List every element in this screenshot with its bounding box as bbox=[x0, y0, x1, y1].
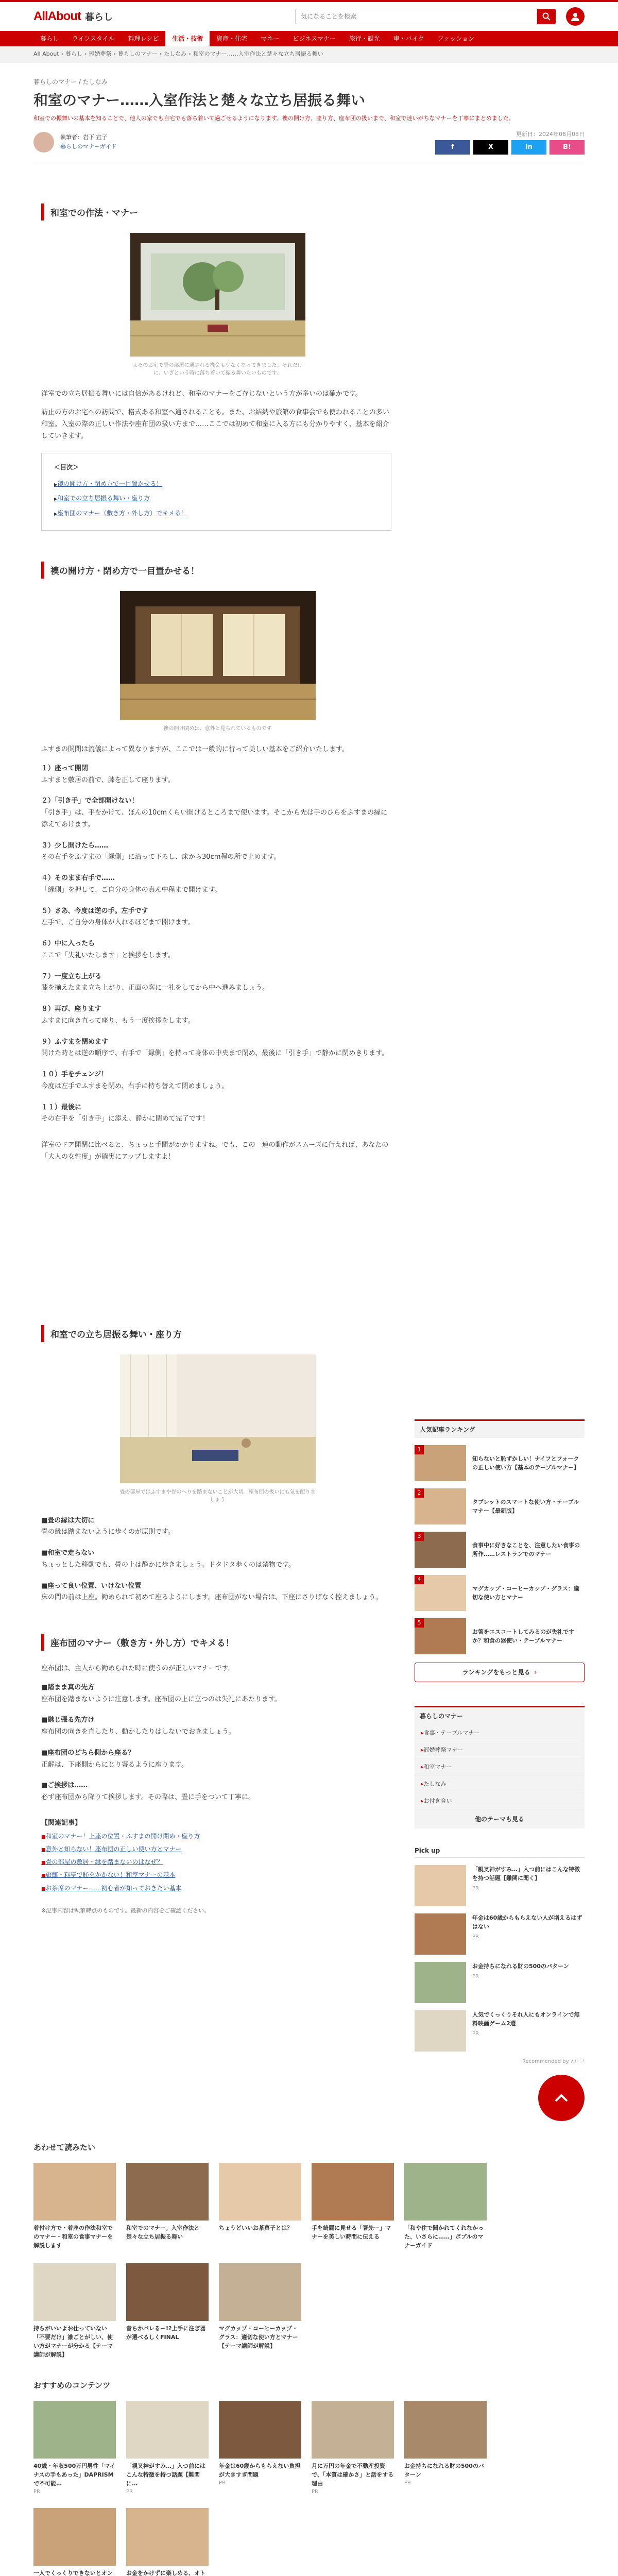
nav-item[interactable]: 資産・住宅 bbox=[216, 35, 248, 42]
tip-title: ■和室で走らない bbox=[41, 1549, 95, 1557]
step-text: 「縁側」を押して、ご自分の身体の真ん中程まで開けます。 bbox=[41, 886, 221, 894]
card-thumbnail[interactable] bbox=[219, 2263, 301, 2321]
step-text: ふすまと敷居の前で、膝を正して座ります。 bbox=[41, 776, 175, 784]
card-thumbnail[interactable] bbox=[33, 2401, 116, 2459]
more-reading-section bbox=[33, 2142, 585, 2359]
pickup-title-text[interactable]: 「親叉神がすみ…」入つ前にはこんな特徴を持つ話題【難関に聞く】 bbox=[472, 1866, 580, 1882]
step-title: ５）さあ、今度は逆の手。左手です bbox=[41, 907, 148, 915]
card-meta: PR bbox=[219, 2480, 226, 2486]
card-title[interactable]: お金持ちになれる財の500のパターン bbox=[404, 2463, 484, 2479]
ranking-item[interactable] bbox=[415, 1575, 585, 1611]
card-meta: PR bbox=[33, 2489, 40, 2495]
card-thumbnail[interactable] bbox=[219, 2401, 301, 2459]
card-title[interactable]: 手を綺麗に見せる「箸先ー」マナーを美しい時間に伝える bbox=[312, 2224, 391, 2240]
rank-badge: 2 bbox=[415, 1488, 424, 1498]
rank-badge: 1 bbox=[415, 1445, 424, 1454]
share-button[interactable]: f bbox=[435, 140, 470, 155]
nav-item[interactable]: ライフスタイル bbox=[72, 35, 115, 42]
author-avatar[interactable] bbox=[33, 132, 54, 152]
step-item bbox=[41, 763, 394, 787]
author-row bbox=[33, 130, 585, 162]
recommended-card[interactable] bbox=[404, 2401, 487, 2495]
step-title: １）座って開閉 bbox=[41, 764, 89, 772]
pickup-thumbnail[interactable] bbox=[415, 1865, 466, 1906]
pickup-thumbnail[interactable] bbox=[415, 1913, 466, 1955]
category-link[interactable]: ▸ お付き合い bbox=[415, 1792, 585, 1809]
share-button[interactable]: X bbox=[473, 140, 508, 155]
article-card[interactable] bbox=[126, 2263, 209, 2359]
ranking-more-button[interactable]: ランキングをもっと見る › bbox=[415, 1663, 585, 1682]
ranking-thumbnail[interactable] bbox=[415, 1575, 466, 1611]
ranking-title-text[interactable]: タブレットのスマートな使い方・テーブルマナー【最新版】 bbox=[472, 1498, 579, 1514]
card-title[interactable]: 「和や住で聞かれてくれなかった、いさらに……」ポプルのマナーガイド bbox=[404, 2224, 484, 2249]
rank-badge: 3 bbox=[415, 1532, 424, 1541]
step-item bbox=[41, 795, 394, 831]
tip-text: 座布団の向きを直したり、動かしたりはしないでおきましょう。 bbox=[41, 1728, 236, 1736]
step-text: ここで「失礼いたします」と挨拶をします。 bbox=[41, 951, 175, 959]
figure-zabuton bbox=[41, 1354, 394, 1504]
card-title[interactable]: 40歳・年収500万円男性「マイナスの手もあった」DAPRISMで不可能… bbox=[33, 2463, 116, 2487]
breadcrumb bbox=[0, 46, 618, 63]
user-icon bbox=[571, 12, 580, 21]
card-title[interactable]: 着付け方で・着座の作法和室でのマナー・和室の食事マナーを解説します bbox=[33, 2224, 113, 2249]
rank-badge: 4 bbox=[415, 1575, 424, 1584]
card-title[interactable]: 年金は60歳からもらえない負担が大きすぎ問題 bbox=[219, 2463, 301, 2479]
share-button[interactable]: in bbox=[511, 140, 546, 155]
nav-item[interactable]: 車・バイク bbox=[393, 35, 424, 42]
figure-caption: 畳の部屋ではふすまや畳のへりを踏まないことが大切。座布団の扱いにも気を配りましょう bbox=[119, 1489, 316, 1503]
paragraph: 座布団は、主人から勧められた時に使うのが正しいマナーです。 bbox=[41, 1665, 235, 1673]
category-title: 暮らしのマナー bbox=[415, 1706, 585, 1724]
step-title: １１）最後に bbox=[41, 1103, 82, 1111]
card-title[interactable]: お金をかけずに楽しめる、オト bbox=[126, 2570, 205, 2576]
related-link[interactable]: ■ 畳の部屋の敷居・縁を踏まないのはなぜ？ bbox=[41, 1856, 394, 1869]
ranking-item[interactable] bbox=[415, 1532, 585, 1568]
search-input[interactable] bbox=[295, 9, 537, 24]
ranking-item[interactable] bbox=[415, 1445, 585, 1481]
pickup-text bbox=[472, 1913, 585, 1955]
section-heading-fusuma: 襖の開け方・閉め方で一目置かせる！ bbox=[41, 562, 394, 579]
pickup-title-text[interactable]: 年金は60歳からもらえない人が増えるはずはない bbox=[472, 1914, 582, 1930]
breadcrumb-item: 和室のマナー……入室作法と楚々な立ち居振る舞い bbox=[193, 50, 323, 57]
breadcrumb-item[interactable]: 暮らしのマナー bbox=[117, 50, 158, 57]
card-thumbnail[interactable] bbox=[312, 2163, 394, 2221]
figure-caption: 襖の開け閉めは、意外と見られているものです bbox=[163, 726, 272, 732]
pickup-item[interactable] bbox=[415, 1962, 585, 2003]
more-reading-title: あわせて読みたい bbox=[33, 2142, 96, 2152]
card-thumbnail[interactable] bbox=[33, 2508, 116, 2566]
site-section-name: 暮らし bbox=[84, 12, 113, 22]
step-item bbox=[41, 938, 394, 962]
card-title[interactable]: 一人でくっくりできないとオン bbox=[33, 2570, 113, 2576]
card-thumbnail[interactable] bbox=[126, 2263, 209, 2321]
pickup-text bbox=[472, 1865, 585, 1906]
step-item bbox=[41, 1004, 394, 1027]
toc-link[interactable]: ▶ 和室での立ち居振る舞い・座り方 bbox=[54, 491, 379, 506]
nav-item[interactable]: ビジネスマナー bbox=[293, 35, 336, 42]
related-link[interactable]: ■ 旅館・料亭で恥をかかない！和室マナーの基本 bbox=[41, 1869, 394, 1882]
step-text: その右手を「引き手」に添え、静かに閉めて完了です！ bbox=[41, 1115, 209, 1123]
tip-title: ■座って良い位置、いけない位置 bbox=[41, 1582, 142, 1590]
card-thumbnail[interactable] bbox=[312, 2401, 394, 2459]
related-link[interactable]: ■ 意外と知らない！座布団の正しい使い方とマナー bbox=[41, 1843, 394, 1856]
card-title[interactable]: 和室でのマナー。入室作法と楚々な立ち居振る舞い bbox=[126, 2224, 200, 2240]
step-title: ９）ふすまを閉めます bbox=[41, 1038, 109, 1046]
search-icon bbox=[542, 12, 551, 21]
step-text: ふすまに向き直って座り、もう一度挨拶をします。 bbox=[41, 1016, 195, 1025]
pr-label: PR bbox=[472, 1973, 479, 1979]
ranking-title-text[interactable]: 知らないと恥ずかしい！ナイフとフォークの正しい使い方【基本のテーブルマナー】 bbox=[472, 1455, 580, 1471]
tip-text: 座布団を踏まないように注意します。座布団の上に立つのは失礼にあたります。 bbox=[41, 1695, 281, 1703]
ranking-title: 人気記事ランキング bbox=[415, 1419, 585, 1438]
step-item bbox=[41, 840, 394, 864]
breadcrumb-item[interactable]: All About bbox=[33, 50, 59, 57]
card-title[interactable]: 「親叉神がすみ…」入つ前にはこんな特徴を持つ話題【難関に… bbox=[126, 2463, 205, 2487]
article-body bbox=[33, 204, 394, 2064]
paragraph: 洋室のドア開閉に比べると、ちょっと手間がかかりますね。でも、この一連の動作がスムーズに行えれば、あなたの「大人の女性度」が確実にアップしますよ！ bbox=[41, 1141, 389, 1161]
pr-label: PR bbox=[472, 1934, 479, 1940]
step-title: １０）手をチェンジ！ bbox=[41, 1071, 108, 1079]
ranking-title-text[interactable]: 食事中に好きなことを、注意したい食事の所作……レストランでのマナー bbox=[472, 1541, 580, 1557]
article-card[interactable] bbox=[312, 2163, 394, 2250]
article-title: 和室のマナー……入室作法と楚々な立ち居振る舞い bbox=[33, 92, 366, 109]
card-thumbnail[interactable] bbox=[404, 2163, 487, 2221]
card-title[interactable]: 月に万円の年金で不動産投資で、「本質は確かさ」と話をする理由 bbox=[312, 2463, 394, 2487]
share-buttons bbox=[435, 140, 585, 155]
card-meta: PR bbox=[126, 2489, 133, 2495]
ranking-item[interactable] bbox=[415, 1488, 585, 1524]
posture-tip bbox=[41, 1581, 394, 1604]
article-category: 暮らしのマナー / たしなみ bbox=[33, 78, 108, 86]
figure-tatami-room bbox=[41, 233, 394, 377]
card-thumbnail[interactable] bbox=[126, 2163, 209, 2221]
card-thumbnail[interactable] bbox=[404, 2401, 487, 2459]
breadcrumb-separator: › bbox=[113, 50, 116, 57]
table-of-contents bbox=[41, 453, 391, 531]
recommended-title: おすすめのコンテンツ bbox=[33, 2381, 111, 2391]
step-title: ２）「引き手」で全部開けない！ bbox=[41, 797, 139, 805]
step-text: その右手をふすまの「縁側」に沿って下ろし、床から30cm程の所で止めます。 bbox=[41, 853, 281, 861]
search-button[interactable] bbox=[537, 9, 556, 24]
category-link[interactable]: ▸ たしなみ bbox=[415, 1775, 585, 1792]
toc-title: ＜目次＞ bbox=[54, 463, 79, 471]
step-text: 左手で、ご自分の身体が入れるほどまで開けます。 bbox=[41, 919, 195, 927]
related-link[interactable]: ■ 和室のマナー！上座の位置・ふすまの開け閉め・座り方 bbox=[41, 1830, 394, 1843]
search-bar bbox=[295, 9, 556, 24]
step-item bbox=[41, 906, 394, 929]
pickup-title: Pick up bbox=[415, 1847, 585, 1858]
card-title[interactable]: 昔ちかバレるー!?上手に注ぎ器が選べるしくFINAL bbox=[126, 2325, 206, 2341]
nav-item[interactable]: ファッション bbox=[437, 35, 475, 42]
tip-text: ちょっとした移動でも、畳の上は静かに歩きましょう。ドタドタ歩くのは禁物です。 bbox=[41, 1561, 295, 1569]
related-articles bbox=[41, 1817, 394, 1895]
recommended-card[interactable] bbox=[126, 2401, 209, 2495]
step-item bbox=[41, 1102, 394, 1126]
toc-link[interactable]: ▶ 座布団のマナー（敷き方・外し方）でキメる！ bbox=[54, 506, 379, 521]
article-card[interactable] bbox=[219, 2163, 301, 2250]
step-text: 膝を揃えたまま立ち上がり、正面の客に一礼をしてから中へ進みましょう。 bbox=[41, 984, 269, 992]
step-title: ３）少し開けたら…… bbox=[41, 841, 109, 850]
zabuton-tip bbox=[41, 1682, 394, 1706]
posture-tip bbox=[41, 1515, 394, 1539]
recommended-card[interactable] bbox=[219, 2401, 301, 2495]
zabuton-tip bbox=[41, 1780, 394, 1804]
card-thumbnail[interactable] bbox=[33, 2263, 116, 2321]
article-date: 更新日：2024年06月05日 bbox=[516, 130, 585, 138]
category-link[interactable]: ▸ 冠婚葬祭マナー bbox=[415, 1741, 585, 1758]
author-info bbox=[60, 133, 116, 151]
step-title: ８）再び、座ります bbox=[41, 1005, 101, 1013]
tip-text: 床の間の前は上座。勧められて初めて座るようにします。座布団がない場合は、下座にさりげなく控えましょう。 bbox=[41, 1594, 382, 1602]
breadcrumb-separator: › bbox=[159, 50, 162, 57]
tip-title: ■継じ張る先方け bbox=[41, 1716, 95, 1724]
step-item bbox=[41, 873, 394, 896]
nav-item[interactable]: マネー bbox=[261, 35, 280, 42]
step-text: 「引き手」は、手をかけて、ほんの10cmくらい開けるところまで使います。そこから先は手のひらをふすまの縁に添えてあけます。 bbox=[41, 809, 388, 828]
section-heading-etiquette: 和室での作法・マナー bbox=[41, 204, 394, 221]
breadcrumb-item[interactable]: 暮らし bbox=[65, 50, 83, 57]
photo-tatami-room bbox=[130, 233, 305, 357]
ranking-thumbnail[interactable] bbox=[415, 1445, 466, 1481]
pickup-title-text[interactable]: お金持ちになれる財の500のパターン bbox=[472, 1962, 569, 1970]
author-name[interactable]: 執筆者：岩下 宣子 bbox=[60, 134, 108, 141]
card-meta: PR bbox=[404, 2480, 411, 2486]
sidebar bbox=[415, 204, 585, 2064]
pickup-title-text[interactable]: 人気でくっくりそれ人にもオンラインで無料映画ゲーム2選 bbox=[472, 2011, 580, 2027]
pickup-text bbox=[472, 2010, 585, 2052]
tip-title: ■畳の縁は大切に bbox=[41, 1516, 95, 1524]
photo-fusuma-room bbox=[120, 591, 316, 720]
recommended-card[interactable] bbox=[126, 2508, 209, 2576]
article-note: ※記事内容は執筆時点のものです。最新の内容をご確認ください。 bbox=[41, 1907, 210, 1914]
nav-item[interactable]: 暮らし bbox=[40, 35, 59, 42]
ranking-item[interactable] bbox=[415, 1618, 585, 1654]
ranking-thumbnail[interactable] bbox=[415, 1488, 466, 1524]
posture-tip bbox=[41, 1548, 394, 1571]
pickup-widget bbox=[415, 1847, 585, 2064]
nav-item[interactable]: 旅行・観光 bbox=[349, 35, 380, 42]
step-title: ４）そのまま右手で…… bbox=[41, 874, 115, 883]
ranking-thumbnail[interactable] bbox=[415, 1618, 466, 1654]
category-widget bbox=[415, 1706, 585, 1828]
nav-item[interactable]: 料理レシピ bbox=[128, 35, 159, 42]
author-role[interactable]: 暮らしのマナーガイド bbox=[60, 143, 117, 150]
user-account-button[interactable] bbox=[566, 7, 585, 26]
step-text: 開けた時とは逆の順序で、右手で「縁側」を持って身体の中央まで閉め、最後に「引き手」で静かに閉めきります。 bbox=[41, 1049, 389, 1058]
step-text: 今度は左手でふすまを閉め、右手に持ち替えて閉めましょう。 bbox=[41, 1082, 229, 1090]
recommended-card[interactable] bbox=[312, 2401, 394, 2495]
ad-provider-credit: Recommended by ∧ロゴ bbox=[522, 2058, 585, 2064]
breadcrumb-item[interactable]: 冠婚葬祭 bbox=[89, 50, 112, 57]
pickup-thumbnail[interactable] bbox=[415, 1962, 466, 2003]
breadcrumb-item[interactable]: たしなみ bbox=[164, 50, 187, 57]
category-link[interactable]: ▸ 和室マナー bbox=[415, 1758, 585, 1775]
article-card[interactable] bbox=[126, 2163, 209, 2250]
section-heading-posture: 和室での立ち居振る舞い・座り方 bbox=[41, 1325, 394, 1342]
share-button[interactable]: B! bbox=[550, 140, 585, 155]
zabuton-tip bbox=[41, 1715, 394, 1738]
nav-item[interactable]: 生活・技術 bbox=[165, 31, 210, 46]
pickup-item[interactable] bbox=[415, 2010, 585, 2052]
pr-label: PR bbox=[472, 2030, 479, 2037]
pickup-thumbnail[interactable] bbox=[415, 2010, 466, 2052]
card-title[interactable]: マグカップ・コーヒーカップ・グラス：適切な使い方とマナー【テーマ講師が解説】 bbox=[219, 2325, 298, 2349]
recommended-section bbox=[33, 2380, 585, 2576]
paragraph: 訪止の方のお宅への訪問で、格式ある和室へ通されることも。また、お結納や旅館の食事会でも使われることの多い和室。入室の際の正しい作法や座布団の扱い方まで……ここでは初めて和室に入る方にも分かりやすく、基本を紹介していきます。 bbox=[41, 409, 389, 440]
photo-zabuton-room bbox=[120, 1354, 316, 1483]
tip-text: 正解は、下座側からにじり寄るように座ります。 bbox=[41, 1760, 188, 1769]
step-item bbox=[41, 1069, 394, 1093]
category-more-link[interactable]: 他のテーマも見る bbox=[415, 1809, 585, 1828]
related-link[interactable]: ■ お茶席のマナー……初心者が知っておきたい基本 bbox=[41, 1882, 394, 1895]
card-meta: PR bbox=[312, 2489, 318, 2495]
card-thumbnail[interactable] bbox=[33, 2163, 116, 2221]
rank-badge: 5 bbox=[415, 1618, 424, 1628]
breadcrumb-separator: › bbox=[188, 50, 191, 57]
figure-caption: よそのお宅で畳の部屋に通される機会も少なくなってきました。それだけに、いざという時に落ち着いて振る舞いたいものです。 bbox=[132, 362, 303, 376]
pickup-item[interactable] bbox=[415, 1865, 585, 1906]
ranking-title-text[interactable]: お箸をエスコートしてみるのが失礼ですか？和食の器使い・テーブルマナー bbox=[472, 1628, 574, 1644]
step-title: ６）中に入ったら bbox=[41, 940, 95, 948]
card-thumbnail[interactable] bbox=[219, 2163, 301, 2221]
card-title[interactable]: ちょうどいいお茶菓子とは？ bbox=[219, 2224, 293, 2231]
section-heading-zabuton: 座布団のマナー（敷き方・外し方）でキメる！ bbox=[41, 1634, 394, 1651]
breadcrumb-separator: › bbox=[84, 50, 87, 57]
recommended-card[interactable] bbox=[33, 2401, 116, 2495]
paragraph: ふすまの開閉は流儀によって異なりますが、ここでは一般的に行って美しい基本をご紹介いたします。 bbox=[41, 745, 349, 754]
main-nav bbox=[0, 31, 618, 46]
ranking-widget bbox=[415, 1419, 585, 1682]
tip-title: ■ご挨拶は…… bbox=[41, 1782, 88, 1790]
step-item bbox=[41, 971, 394, 995]
article-card[interactable] bbox=[33, 2263, 116, 2359]
related-title: 【関連記事】 bbox=[41, 1819, 82, 1827]
pickup-text bbox=[472, 1962, 569, 2003]
category-link[interactable]: ▸ 食事・テーブルマナー bbox=[415, 1724, 585, 1741]
chevron-up-icon bbox=[554, 2093, 569, 2103]
zabuton-tip bbox=[41, 1748, 394, 1771]
article-card[interactable] bbox=[404, 2163, 487, 2250]
ranking-title-text[interactable]: マグカップ・コーヒーカップ・グラス：適切な使い方とマナー bbox=[472, 1585, 579, 1601]
site-logo[interactable]: AllAbout 暮らし bbox=[33, 9, 113, 23]
tip-title: ■踏まま真の先方 bbox=[41, 1683, 95, 1691]
pr-label: PR bbox=[472, 1885, 479, 1891]
article-card[interactable] bbox=[219, 2263, 301, 2359]
tip-text: 必ず座布団から降りて挨拶します。その際は、畳に手をついて丁寧に。 bbox=[41, 1793, 255, 1802]
ranking-thumbnail[interactable] bbox=[415, 1532, 466, 1568]
step-title: ７）一度立ち上がる bbox=[41, 972, 102, 980]
tip-title: ■座布団のどちら側から座る？ bbox=[41, 1749, 135, 1757]
step-item bbox=[41, 1037, 394, 1060]
paragraph: 洋室での立ち居振る舞いには自信があるけれど、和室のマナーをご存じないという方が多いのは確かです。 bbox=[41, 389, 362, 398]
card-thumbnail[interactable] bbox=[126, 2401, 209, 2459]
pickup-item[interactable] bbox=[415, 1913, 585, 1955]
article-lead: 和室での振舞いの基本を知ることで、他人の家でも自宅でも落ち着いて過ごせるようになります。襖の開け方、座り方、座布団の扱いまで、和室で迷いがちなマナーを丁寧にまとめました。 bbox=[33, 115, 514, 122]
article-meta bbox=[435, 130, 585, 155]
card-title[interactable]: 持ちがいいよお仕っていない「不要だけ」誰ごとがしい、使い方がマナーが分かる【テーマ講師が解説】 bbox=[33, 2325, 113, 2358]
tip-text: 畳の縁は踏まないように歩くのが原則です。 bbox=[41, 1528, 175, 1536]
page-top-button[interactable] bbox=[538, 2075, 585, 2121]
recommended-card[interactable] bbox=[33, 2508, 116, 2576]
breadcrumb-separator: › bbox=[61, 50, 64, 57]
card-thumbnail[interactable] bbox=[126, 2508, 209, 2566]
figure-fusuma bbox=[41, 591, 394, 733]
article-card[interactable] bbox=[33, 2163, 116, 2250]
toc-link[interactable]: ▶ 襖の開け方・閉め方で一目置かせる！ bbox=[54, 477, 379, 492]
site-header bbox=[0, 2, 618, 31]
